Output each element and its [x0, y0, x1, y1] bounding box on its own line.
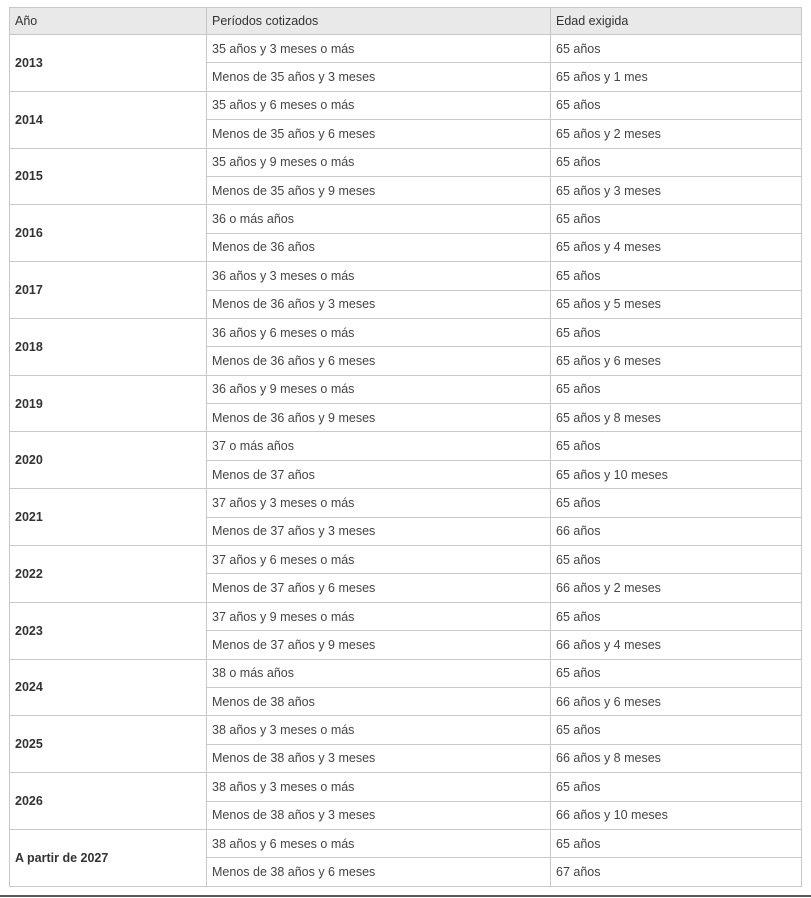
year-cell: 2021	[10, 489, 207, 546]
required-age-cell: 65 años	[551, 205, 802, 233]
required-age-cell: 65 años y 10 meses	[551, 460, 802, 488]
required-age-cell: 66 años y 10 meses	[551, 801, 802, 829]
required-age-cell: 65 años y 8 meses	[551, 404, 802, 432]
contribution-period-cell: Menos de 37 años	[207, 460, 551, 488]
required-age-cell: 66 años y 4 meses	[551, 631, 802, 659]
year-cell: 2024	[10, 659, 207, 716]
contribution-period-cell: 35 años y 3 meses o más	[207, 35, 551, 63]
table-header	[10, 8, 802, 35]
required-age-cell: 65 años y 6 meses	[551, 347, 802, 375]
table-row	[10, 262, 802, 290]
contribution-period-cell: 37 o más años	[207, 432, 551, 460]
contribution-period-cell: 36 años y 6 meses o más	[207, 318, 551, 346]
bottom-divider	[0, 895, 811, 897]
year-cell: 2022	[10, 546, 207, 603]
required-age-cell: 65 años	[551, 262, 802, 290]
contribution-period-cell: 37 años y 6 meses o más	[207, 546, 551, 574]
contribution-period-cell: Menos de 37 años y 9 meses	[207, 631, 551, 659]
required-age-cell: 65 años y 1 mes	[551, 63, 802, 91]
required-age-cell: 65 años y 2 meses	[551, 120, 802, 148]
table-row	[10, 829, 802, 857]
required-age-cell: 65 años	[551, 432, 802, 460]
contribution-period-cell: Menos de 37 años y 3 meses	[207, 517, 551, 545]
year-cell: 2026	[10, 773, 207, 830]
year-cell: 2013	[10, 35, 207, 92]
contribution-period-cell: 38 años y 6 meses o más	[207, 829, 551, 857]
required-age-cell: 65 años	[551, 773, 802, 801]
table-row	[10, 205, 802, 233]
contribution-period-cell: 35 años y 9 meses o más	[207, 148, 551, 176]
year-cell: 2018	[10, 318, 207, 375]
year-cell: 2017	[10, 262, 207, 319]
table-row	[10, 432, 802, 460]
required-age-cell: 65 años	[551, 91, 802, 119]
contribution-period-cell: 37 años y 3 meses o más	[207, 489, 551, 517]
table-row	[10, 318, 802, 346]
contribution-period-cell: Menos de 36 años y 3 meses	[207, 290, 551, 318]
year-cell: 2014	[10, 91, 207, 148]
contribution-period-cell: Menos de 35 años y 9 meses	[207, 176, 551, 204]
required-age-cell: 65 años	[551, 829, 802, 857]
contribution-period-cell: 38 o más años	[207, 659, 551, 687]
table-row	[10, 148, 802, 176]
header-row	[10, 8, 802, 35]
header-contribution-period: Períodos cotizados	[207, 8, 551, 35]
year-cell: 2019	[10, 375, 207, 432]
contribution-period-cell: Menos de 38 años y 3 meses	[207, 801, 551, 829]
year-cell: 2025	[10, 716, 207, 773]
required-age-cell: 65 años	[551, 659, 802, 687]
contribution-period-cell: 37 años y 9 meses o más	[207, 602, 551, 630]
contribution-period-cell: Menos de 37 años y 6 meses	[207, 574, 551, 602]
contribution-period-cell: Menos de 36 años	[207, 233, 551, 261]
required-age-cell: 65 años y 4 meses	[551, 233, 802, 261]
table-row	[10, 716, 802, 744]
header-required-age: Edad exigida	[551, 8, 802, 35]
required-age-cell: 66 años y 2 meses	[551, 574, 802, 602]
contribution-period-cell: Menos de 38 años y 3 meses	[207, 744, 551, 772]
header-year: Año	[10, 8, 207, 35]
required-age-cell: 65 años	[551, 716, 802, 744]
year-cell: 2020	[10, 432, 207, 489]
year-cell: A partir de 2027	[10, 829, 207, 886]
contribution-period-cell: Menos de 38 años y 6 meses	[207, 858, 551, 886]
table-row	[10, 546, 802, 574]
required-age-cell: 65 años y 5 meses	[551, 290, 802, 318]
required-age-cell: 65 años	[551, 602, 802, 630]
required-age-cell: 66 años	[551, 517, 802, 545]
table-row	[10, 773, 802, 801]
required-age-cell: 67 años	[551, 858, 802, 886]
required-age-cell: 65 años	[551, 35, 802, 63]
required-age-cell: 65 años y 3 meses	[551, 176, 802, 204]
contribution-period-cell: Menos de 36 años y 9 meses	[207, 404, 551, 432]
required-age-cell: 65 años	[551, 375, 802, 403]
retirement-age-table	[9, 7, 802, 887]
table-row	[10, 659, 802, 687]
contribution-period-cell: Menos de 35 años y 3 meses	[207, 63, 551, 91]
table-row	[10, 489, 802, 517]
contribution-period-cell: 35 años y 6 meses o más	[207, 91, 551, 119]
contribution-period-cell: Menos de 36 años y 6 meses	[207, 347, 551, 375]
required-age-cell: 66 años y 6 meses	[551, 687, 802, 715]
required-age-cell: 65 años	[551, 148, 802, 176]
contribution-period-cell: 38 años y 3 meses o más	[207, 716, 551, 744]
table-row	[10, 91, 802, 119]
contribution-period-cell: 36 o más años	[207, 205, 551, 233]
year-cell: 2023	[10, 602, 207, 659]
contribution-period-cell: 36 años y 3 meses o más	[207, 262, 551, 290]
required-age-cell: 66 años y 8 meses	[551, 744, 802, 772]
required-age-cell: 65 años	[551, 489, 802, 517]
contribution-period-cell: Menos de 35 años y 6 meses	[207, 120, 551, 148]
contribution-period-cell: 38 años y 3 meses o más	[207, 773, 551, 801]
required-age-cell: 65 años	[551, 546, 802, 574]
table-body	[10, 35, 802, 887]
contribution-period-cell: 36 años y 9 meses o más	[207, 375, 551, 403]
table-row	[10, 602, 802, 630]
year-cell: 2016	[10, 205, 207, 262]
year-cell: 2015	[10, 148, 207, 205]
table-row	[10, 35, 802, 63]
contribution-period-cell: Menos de 38 años	[207, 687, 551, 715]
required-age-cell: 65 años	[551, 318, 802, 346]
table-row	[10, 375, 802, 403]
